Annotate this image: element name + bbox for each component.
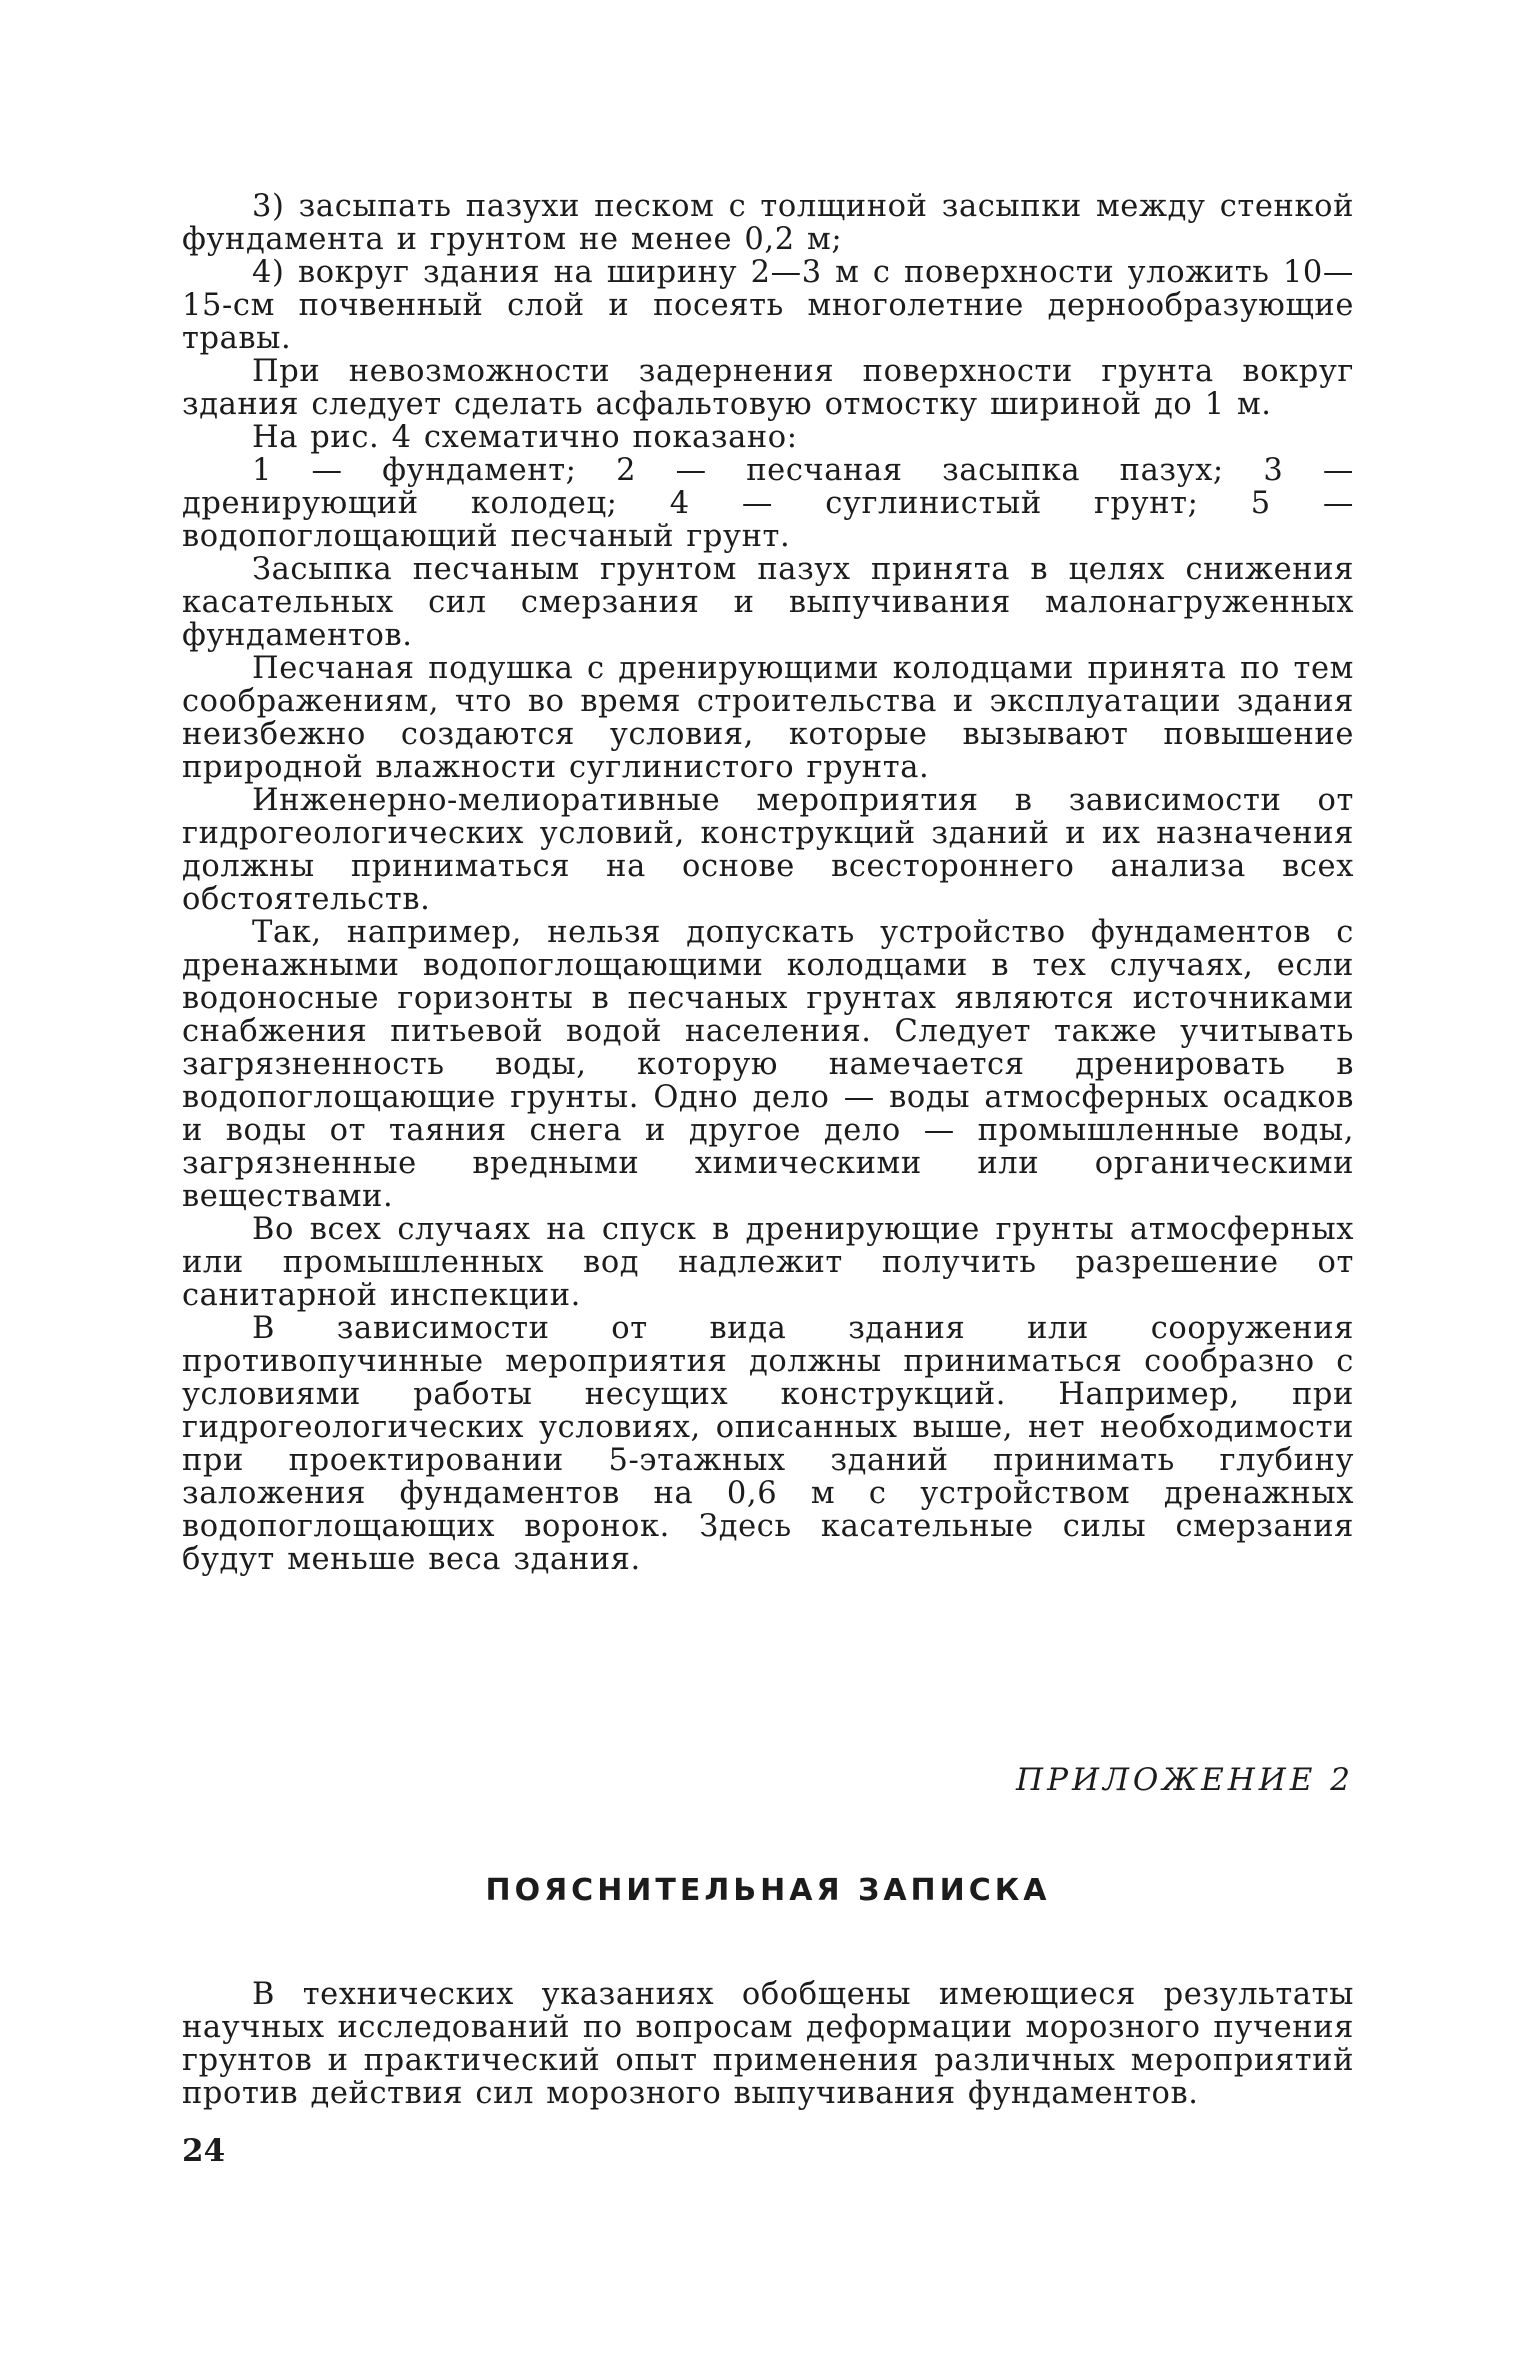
paragraph-sand-backfill: Засыпка песчаным грунтом пазух принята в целях снижения касательных сил смерзания и выпучивания малонагруженных фундаментов. <box>182 552 1354 653</box>
explanatory-note <box>182 1978 1354 2110</box>
paragraph-anti-heaving: В зависимости от вида здания или сооружения противопучинные мероприятия должны приниматься сообразно с условиями работы несущих конструкций. Например, при гидрогеологических условиях, описанных выше, нет необходимости при проектировании 5-этажных зданий принимать глубину заложения фундаментов на 0,6 м с устройством дренажных водопоглощающих воронок. Здесь касательные силы смерзания будут меньше веса здания. <box>182 1311 1354 1577</box>
appendix-label: ПРИЛОЖЕНИЕ 2 <box>1016 1762 1354 1798</box>
paragraph-sanitary-permission: Во всех случаях на спуск в дренирующие грунты атмосферных или промышленных вод надлежит получить разрешение от санитарной инспекции. <box>182 1212 1354 1313</box>
body-text <box>182 190 1354 1576</box>
paragraph-item-3: 3) засыпать пазухи песком с толщиной засыпки между стенкой фундамента и грунтом не менее 0,2 м; <box>182 189 1354 257</box>
paragraph-item-4: 4) вокруг здания на ширину 2—3 м с поверхности уложить 10—15-см почвенный слой и посеять многолетние дернообразующие травы. <box>182 255 1354 356</box>
paragraph-figure-intro: На рис. 4 схематично показано: <box>252 420 798 455</box>
paragraph-engineering-measures: Инженерно-мелиоративные мероприятия в зависимости от гидрогеологических условий, конструкций зданий и их назначения должны приниматься на основе всестороннего анализа всех обстоятельств. <box>182 783 1354 917</box>
page-body <box>182 189 1354 2111</box>
paragraph-figure-legend: 1 — фундамент; 2 — песчаная засыпка пазух; 3 — дренирующий колодец; 4 — суглинистый грунт; 5 — водопоглощающий песчаный грунт. <box>182 453 1354 554</box>
section-title: ПОЯСНИТЕЛЬНАЯ ЗАПИСКА <box>485 1873 1051 1908</box>
paragraph-drainage-wells: Так, например, нельзя допускать устройство фундаментов с дренажными водопоглощающими колодцами в тех случаях, если водоносные горизонты в песчаных грунтах являются источниками снабжения питьевой водой населения. Следует также учитывать загрязненность воды, которую намечается дренировать в водопоглощающие грунты. Одно дело — воды атмосферных осадков и воды от таяния снега и другое дело — промышленные воды, загрязненные вредными химическими или органическими веществами. <box>182 915 1354 1214</box>
paragraph-pavement: При невозможности задернения поверхности грунта вокруг здания следует сделать асфальтовую отмостку шириной до 1 м. <box>182 354 1354 422</box>
page-number: 24 <box>182 2133 226 2169</box>
paragraph-note-intro: В технических указаниях обобщены имеющиеся результаты научных исследований по вопросам деформации морозного пучения грунтов и практический опыт применения различных мероприятий против действия сил морозного выпучивания фундаментов. <box>182 1977 1354 2111</box>
paragraph-sand-cushion: Песчаная подушка с дренирующими колодцами принята по тем соображениям, что во время строительства и эксплуатации здания неизбежно создаются условия, которые вызывают повышение природной влажности суглинистого грунта. <box>182 651 1354 785</box>
